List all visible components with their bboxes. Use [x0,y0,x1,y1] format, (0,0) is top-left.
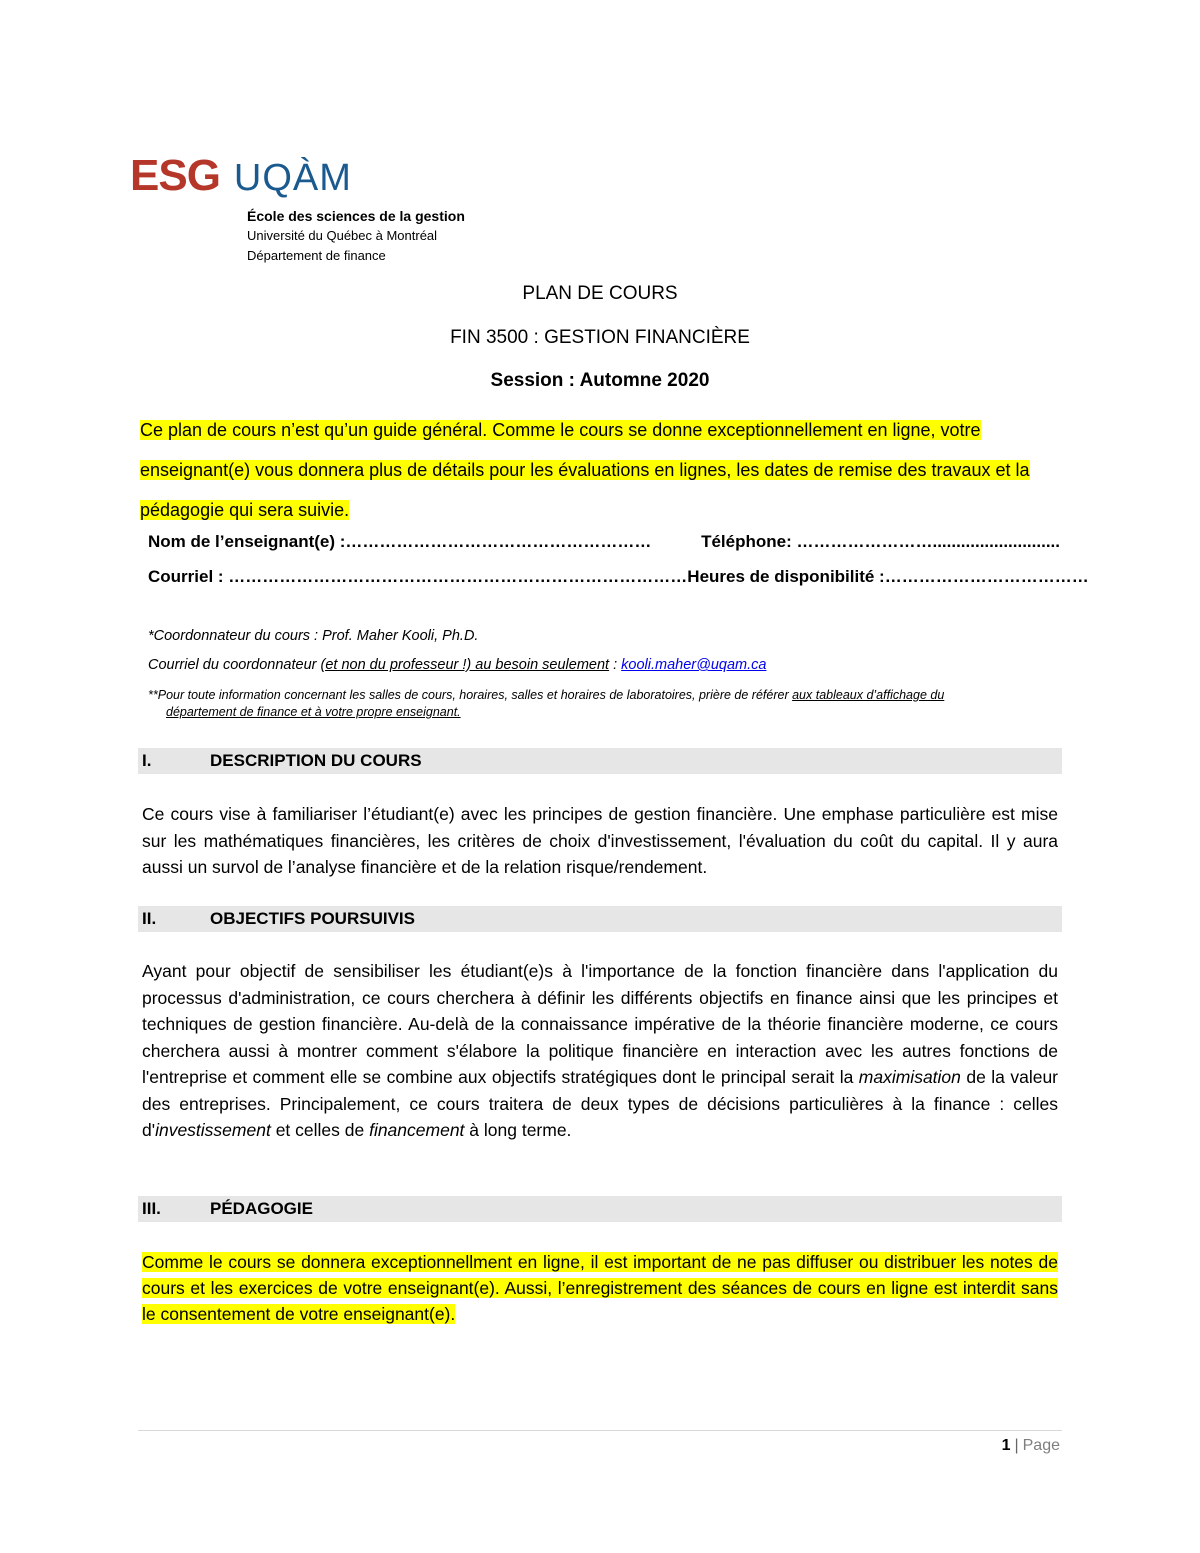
course-title: FIN 3500 : GESTION FINANCIÈRE [450,327,750,348]
contact-row-1 [148,532,1060,552]
coordinator-email-link[interactable]: kooli.maher@uqam.ca [621,657,767,673]
objectives-paragraph [142,958,1058,1144]
section-number: I. [142,751,152,770]
guide-notice-text: Ce plan de cours n’est qu’un guide général. Comme le cours se donne exceptionnellement en ligne, votre enseignant(e) vous donnera plus de détails pour les évaluations en lignes, les dates de remise des travaux et la pédagogie qui sera suivie. [140,420,1030,520]
info-note-underline-2: département de finance et à votre propre enseignant. [166,705,461,719]
objectives-text-4: à long terme. [464,1120,572,1140]
coordinator-email-line [148,657,766,673]
objectives-em-2: investissement [155,1120,271,1140]
logo-uqam: UQÀM [233,157,352,199]
esg-uqam-logo [130,152,352,200]
email-field: Courriel : ……………………………………………………………………… [148,567,688,586]
guide-notice [140,410,1062,530]
section-header-description [138,748,1062,774]
page-separator: | [1014,1437,1019,1454]
session-title: Session : Automne 2020 [490,370,710,391]
plan-title-text: PLAN DE COURS [522,283,678,304]
logo-esg: ESG [130,151,220,200]
school-name: École des sciences de la gestion [247,208,465,224]
university-name: Université du Québec à Montréal [247,228,438,243]
coordinator-email-sep: : [609,657,622,673]
plan-title [0,283,1200,305]
coordinator-email-prefix: Courriel du coordonnateur [148,657,321,673]
section-header-objectives [138,906,1062,932]
department-name: Département de finance [247,248,386,263]
contact-row-2 [148,567,1089,587]
page-label: Page [1022,1437,1060,1454]
section-title: PÉDAGOGIE [210,1199,313,1218]
pedagogy-text: Comme le cours se donnera exceptionnellment en ligne, il est important de ne pas diffuser ou distribuer les notes de cours et les exercices de votre enseignant(e). Aussi, l’enregistrement des séances de cours en ligne est interdit sans le consentement de votre enseignant(e). [142,1252,1058,1324]
objectives-text-3: et celles de [270,1120,370,1140]
info-note-underline-1: aux tableaux d’affichage du [792,688,945,702]
section-title: OBJECTIFS POURSUIVIS [210,909,415,928]
objectives-text-2: de la valeur des entreprises. Principalement, ce cours traitera de deux types de décisions particulières à la finance : celles d' [142,1067,1059,1140]
page-number [900,1437,1060,1455]
page-number-value: 1 [1001,1437,1011,1454]
objectives-em-1: maximisation [858,1067,961,1087]
description-paragraph: Ce cours vise à familiariser l’étudiant(e) avec les principes de gestion financière. Une emphase particulière est mise sur les mathématiques financières, les critères de choix d'investissement, l'évaluation du coût du capital. Il y aura aussi un survol de l’analyse financière et de la relation risque/rendement. [142,804,1058,877]
objectives-text-1: Ayant pour objectif de sensibiliser les étudiant(e)s à l'importance de la fonction financière dans l'application du processus d'administration, ce cours cherchera à définir les différents objectifs en finance ainsi que les principes et techniques de gestion financière. Au-delà de la connaissance impérative de la théorie financière moderne, ce cours cherchera aussi à montrer comment s'élabore la politique financière en interaction avec les autres fonctions de l'entreprise et comment elle se combine aux objectifs stratégiques dont le principal serait la [142,961,1058,1087]
info-note [148,687,1070,721]
school-info [247,206,465,266]
info-note-text: **Pour toute information concernant les salles de cours, horaires, salles et horaires de laboratoires, prière de référer [148,688,793,702]
coordinator-line: *Coordonnateur du cours : Prof. Maher Kooli, Ph.D. [148,628,479,644]
section-header-pedagogy [138,1196,1062,1222]
phone-field: Téléphone: ……………………........................... [701,532,1060,551]
objectives-em-3: financement [369,1120,465,1140]
pedagogy-paragraph [142,1249,1058,1327]
hours-field: Heures de disponibilité :……………………………… [687,567,1089,586]
section-title: DESCRIPTION DU COURS [210,751,422,770]
section-number: III. [142,1199,161,1218]
coordinator-email-note: (et non du professeur !) au besoin seulement [320,657,610,673]
footer-divider [138,1430,1062,1431]
section-number: II. [142,909,157,928]
teacher-name-field: Nom de l’enseignant(e) :……………………………………………… [148,532,652,551]
